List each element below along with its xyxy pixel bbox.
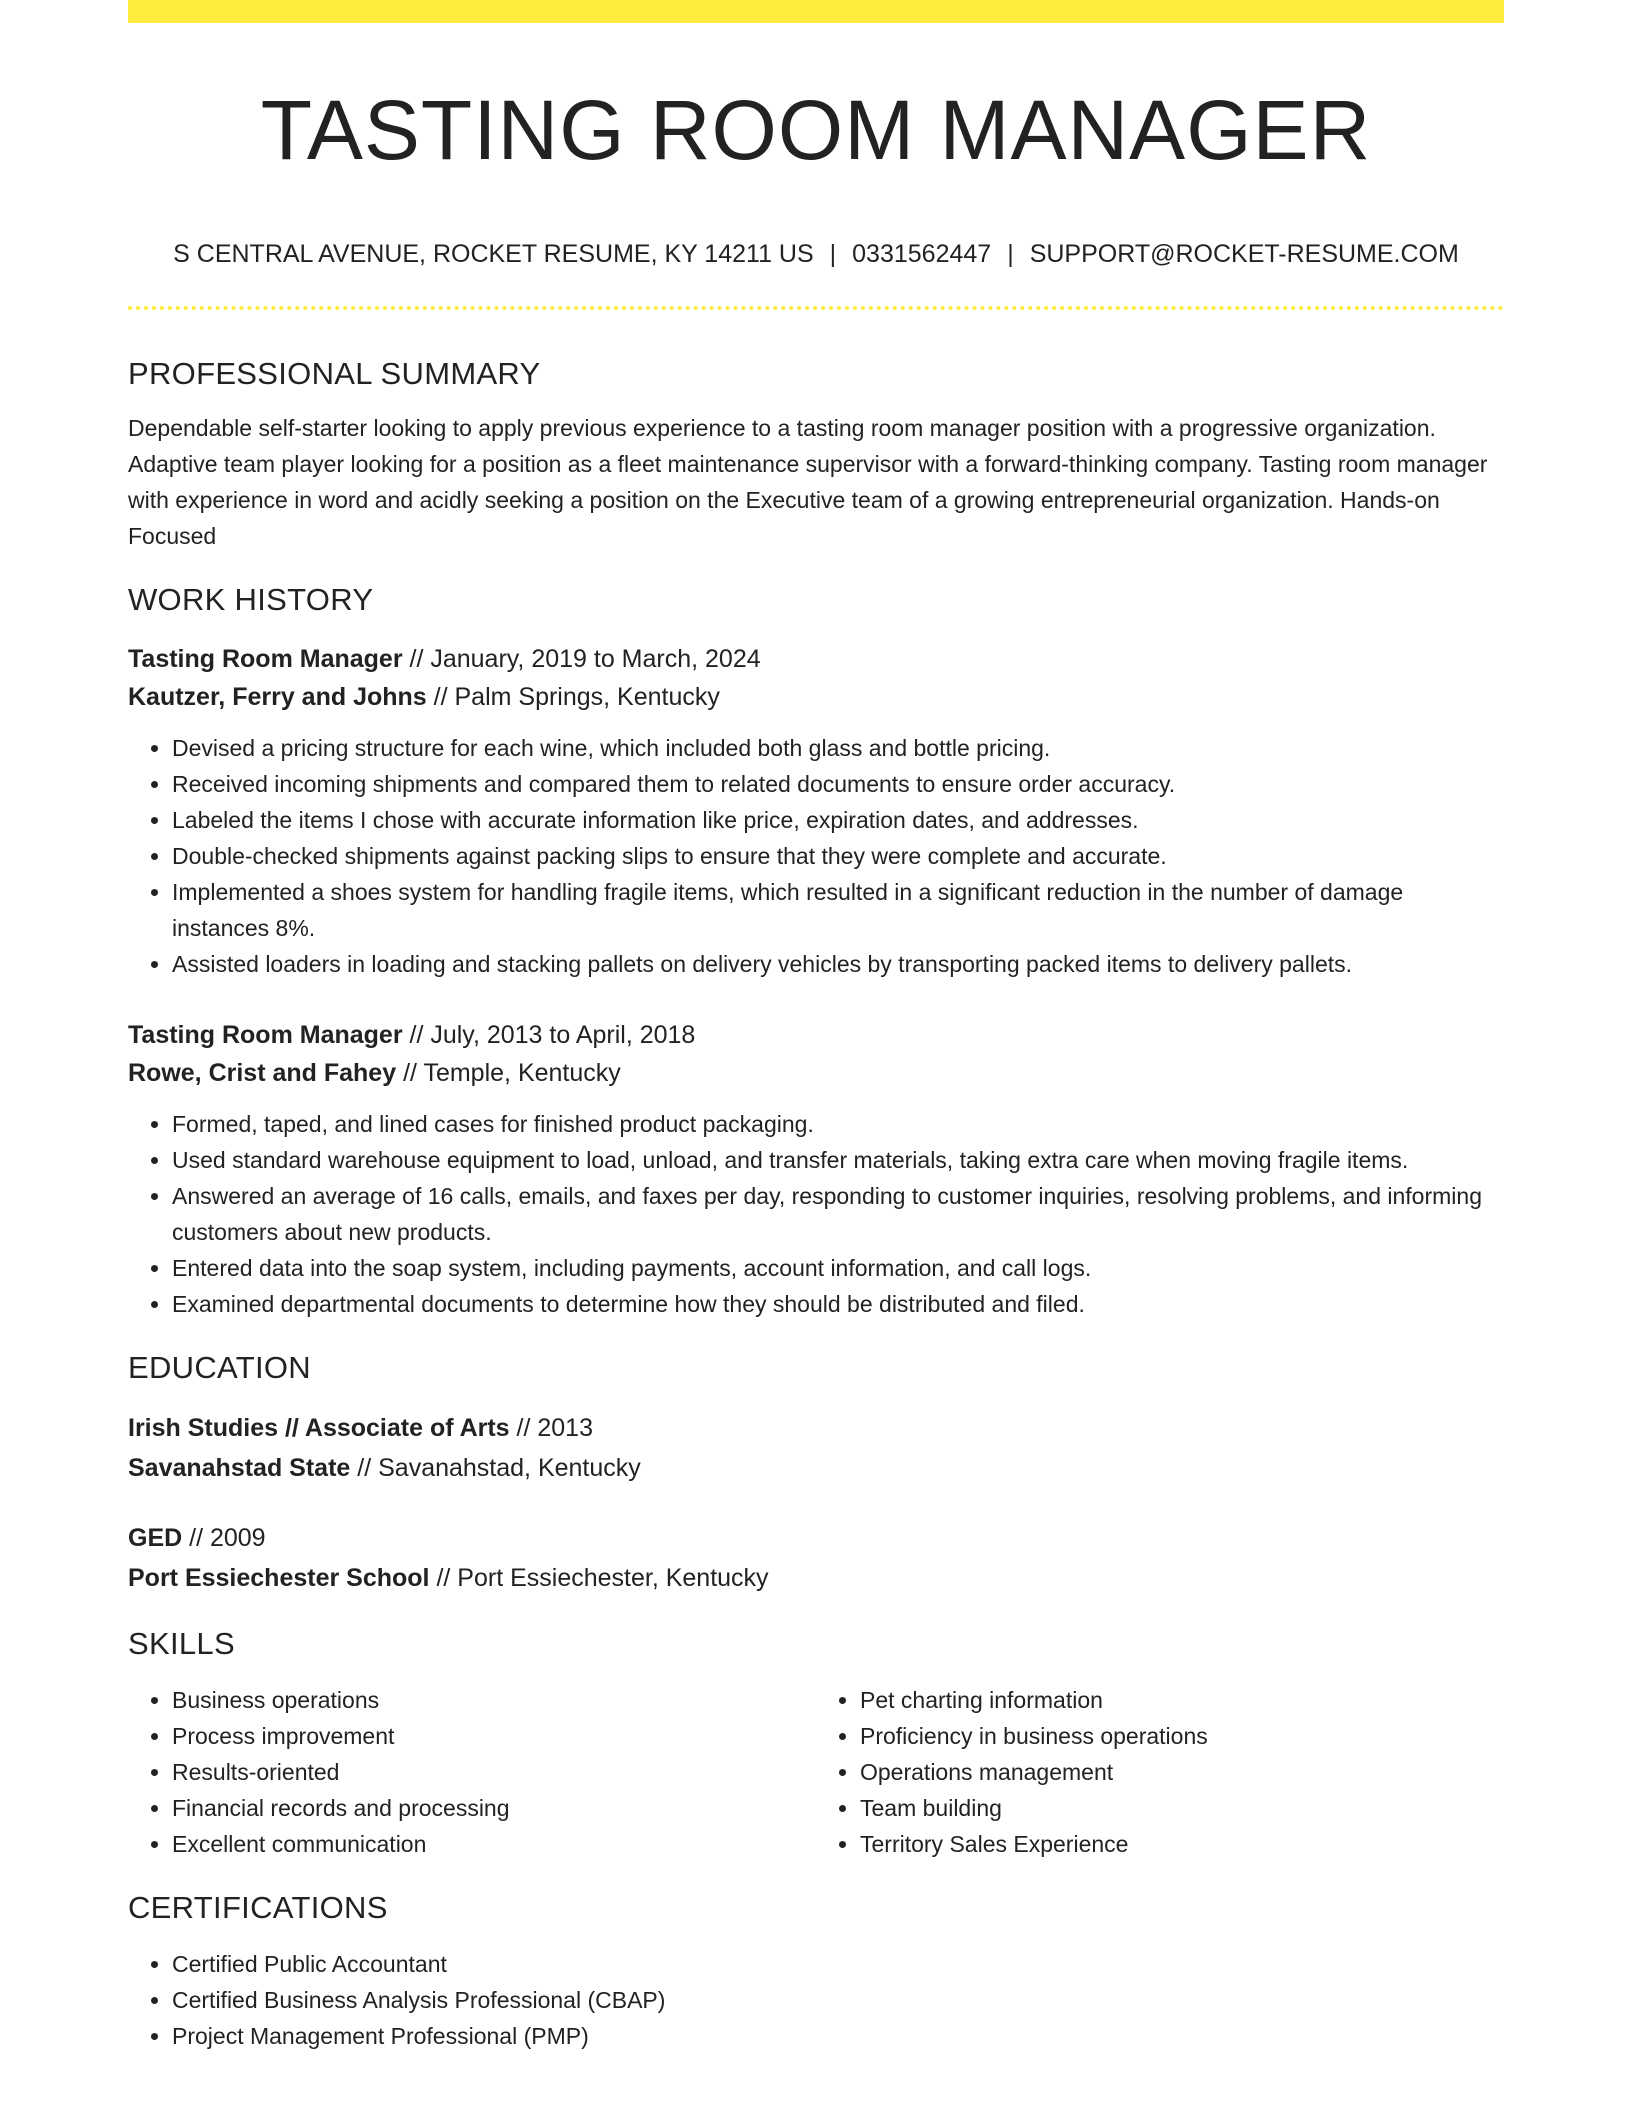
resume-content — [128, 350, 1504, 2054]
job-bullet: • Double-checked shipments against packing slips to ensure that they were complete and accurate. — [172, 838, 1504, 874]
skill-item: • Proficiency in business operations — [860, 1718, 1504, 1754]
contact-phone: 0331562447 — [852, 240, 992, 268]
education-school-line — [128, 1448, 1504, 1488]
job-company: Rowe, Crist and Fahey — [128, 1059, 397, 1087]
education-degree-line — [128, 1408, 1504, 1448]
accent-bar — [128, 0, 1504, 23]
skill-item: • Financial records and processing — [172, 1790, 816, 1826]
job-company-line — [128, 678, 1504, 716]
skills-list-right — [816, 1682, 1504, 1862]
education-location: // Port Essiechester, Kentucky — [429, 1564, 769, 1592]
work-history-section — [128, 576, 1504, 1322]
education-heading: EDUCATION — [128, 1350, 311, 1385]
job-title: Tasting Room Manager — [128, 645, 403, 673]
education-entry — [128, 1518, 1504, 1598]
dotted-divider — [128, 306, 1504, 310]
education-degree: GED — [128, 1524, 183, 1552]
job-bullet: • Implemented a shoes system for handling fragile items, which resulted in a significant reduction in the number of damage instances 8%. — [172, 874, 1504, 946]
skill-item: • Process improvement — [172, 1718, 816, 1754]
contact-line — [0, 236, 1632, 272]
contact-separator: | — [1007, 240, 1014, 268]
contact-separator: | — [829, 240, 837, 268]
job-bullet: • Entered data into the soap system, including payments, account information, and call logs. — [172, 1250, 1504, 1286]
page-title: TASTING ROOM MANAGER — [260, 83, 1372, 177]
job-bullet: • Assisted loaders in loading and stacking pallets on delivery vehicles by transporting packed items to delivery pallets. — [172, 946, 1504, 982]
job-title: Tasting Room Manager — [128, 1021, 403, 1049]
skills-heading: SKILLS — [128, 1626, 235, 1661]
job-bullets — [128, 1106, 1504, 1322]
education-location: // Savanahstad, Kentucky — [350, 1454, 641, 1482]
certification-item: • Project Management Professional (PMP) — [172, 2018, 1504, 2054]
certifications-heading: CERTIFICATIONS — [128, 1890, 388, 1925]
job-title-line — [128, 1016, 1504, 1054]
job-bullet: • Labeled the items I chose with accurate information like price, expiration dates, and addresses. — [172, 802, 1504, 838]
skill-item: • Business operations — [172, 1682, 816, 1718]
education-entry — [128, 1408, 1504, 1488]
skill-item: • Operations management — [860, 1754, 1504, 1790]
contact-address: S CENTRAL AVENUE, ROCKET RESUME, KY 14211 US — [173, 240, 814, 268]
job-dates: // July, 2013 to April, 2018 — [402, 1021, 696, 1049]
job-bullet: • Answered an average of 16 calls, emails, and faxes per day, responding to customer inquiries, resolving problems, and informing customers about new products. — [172, 1178, 1504, 1250]
education-school: Port Essiechester School — [128, 1564, 430, 1592]
certifications-list — [128, 1946, 1504, 2054]
skill-item: • Pet charting information — [860, 1682, 1504, 1718]
job-location: // Temple, Kentucky — [396, 1059, 621, 1087]
job-bullet: • Examined departmental documents to determine how they should be distributed and filed. — [172, 1286, 1504, 1322]
job-bullet: • Used standard warehouse equipment to load, unload, and transfer materials, taking extra care when moving fragile items. — [172, 1142, 1504, 1178]
summary-heading: PROFESSIONAL SUMMARY — [128, 356, 541, 391]
skills-list-left — [128, 1682, 816, 1862]
skill-item: • Territory Sales Experience — [860, 1826, 1504, 1862]
job-dates: // January, 2019 to March, 2024 — [402, 645, 761, 673]
skills-columns — [128, 1668, 1504, 1862]
skill-item: • Excellent communication — [172, 1826, 816, 1862]
education-year: // 2013 — [509, 1414, 593, 1442]
job-bullets — [128, 730, 1504, 982]
certification-item: • Certified Public Accountant — [172, 1946, 1504, 1982]
certifications-section — [128, 1884, 1504, 2054]
education-school: Savanahstad State — [128, 1454, 351, 1482]
summary-text: Dependable self-starter looking to apply previous experience to a tasting room manager position with a progressive organization. Adaptive team player looking for a position as a fleet maintenance supervisor with a forward-thinking company. Tasting room manager with experience in word and acidly seeking a position on the Executive team of a growing entrepreneurial organization. Hands-on Focused — [128, 415, 1488, 549]
education-school-line — [128, 1558, 1504, 1598]
job-bullet: • Formed, taped, and lined cases for finished product packaging. — [172, 1106, 1504, 1142]
job-company-line — [128, 1054, 1504, 1092]
job-location: // Palm Springs, Kentucky — [426, 683, 720, 711]
education-degree: Irish Studies // Associate of Arts — [128, 1414, 510, 1442]
certification-item: • Certified Business Analysis Professional (CBAP) — [172, 1982, 1504, 2018]
job-company: Kautzer, Ferry and Johns — [128, 683, 427, 711]
skill-item: • Results-oriented — [172, 1754, 816, 1790]
education-section — [128, 1344, 1504, 1598]
job-entry — [128, 640, 1504, 982]
skills-section — [128, 1620, 1504, 1862]
job-bullet: • Devised a pricing structure for each wine, which included both glass and bottle pricing. — [172, 730, 1504, 766]
summary-section — [128, 350, 1504, 554]
work-history-heading: WORK HISTORY — [128, 582, 374, 617]
job-bullet: • Received incoming shipments and compared them to related documents to ensure order accuracy. — [172, 766, 1504, 802]
skill-item: • Team building — [860, 1790, 1504, 1826]
education-degree-line — [128, 1518, 1504, 1558]
education-year: // 2009 — [182, 1524, 266, 1552]
contact-email: SUPPORT@ROCKET-RESUME.COM — [1029, 240, 1459, 268]
job-entry — [128, 1016, 1504, 1322]
job-title-line — [128, 640, 1504, 678]
